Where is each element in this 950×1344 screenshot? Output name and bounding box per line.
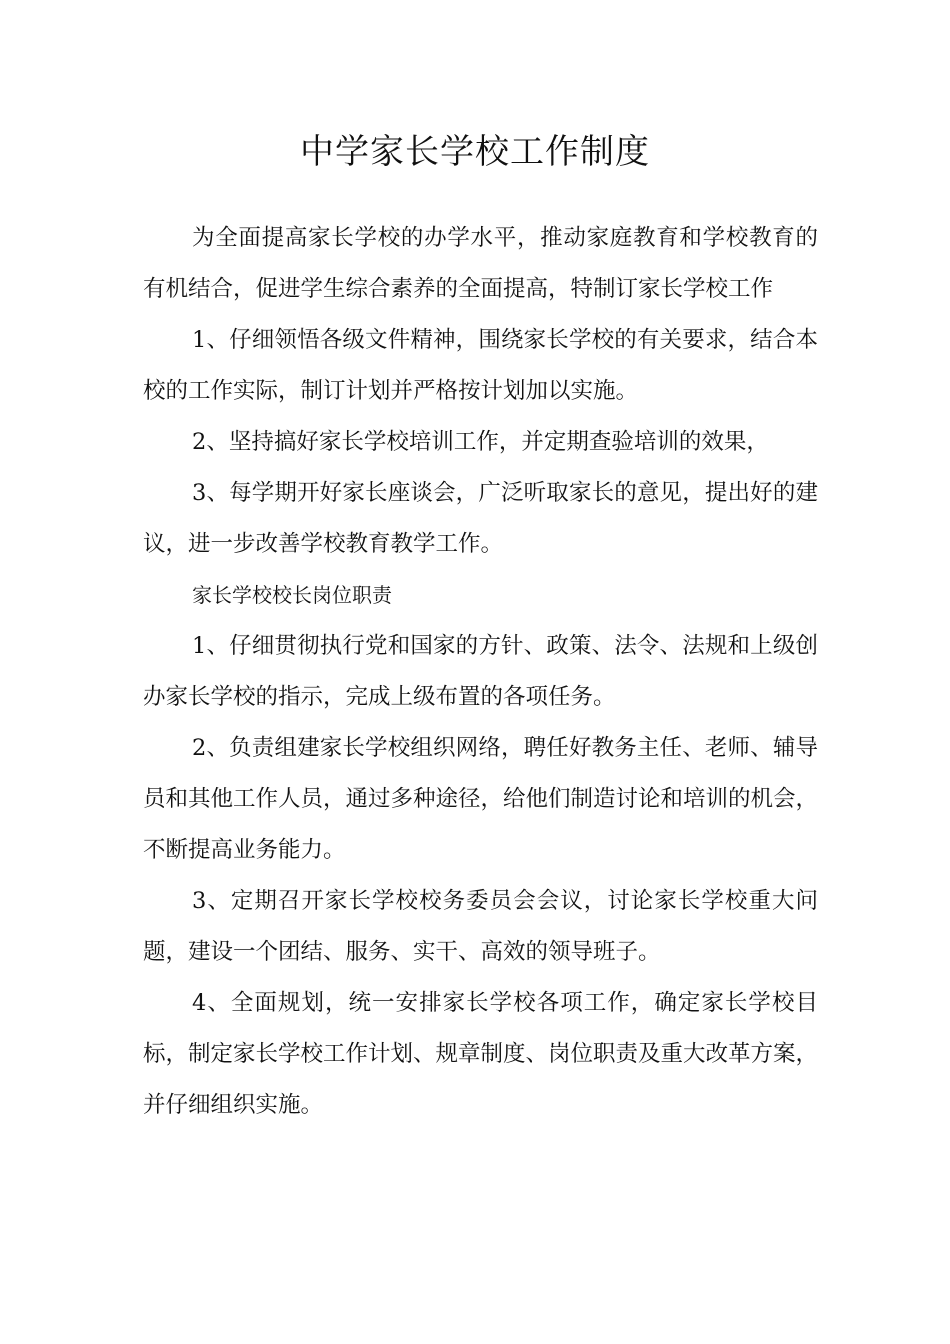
duty-item-3: 3、定期召开家长学校校务委员会会议，讨论家长学校重大问题，建设一个团结、服务、实干、高效的领导班子。 xyxy=(143,888,818,965)
rule-item-3: 3、每学期开好家长座谈会，广泛听取家长的意见，提出好的建议，进一步改善学校教育教学工作。 xyxy=(143,480,818,557)
section-heading: 家长学校校长岗位职责 xyxy=(192,583,392,607)
duty-item-4: 4、全面规划，统一安排家长学校各项工作，确定家长学校目标，制定家长学校工作计划、规章制度、岗位职责及重大改革方案，并仔细组织实施。 xyxy=(143,990,819,1118)
rule-item-1: 1、仔细领悟各级文件精神，围绕家长学校的有关要求，结合本校的工作实际，制订计划并严格按计划加以实施。 xyxy=(143,327,818,404)
duty-item-2: 2、负责组建家长学校组织网络，聘任好教务主任、老师、辅导员和其他工作人员，通过多种途径，给他们制造讨论和培训的机会，不断提高业务能力。 xyxy=(143,735,819,863)
rule-item-2: 2、坚持搞好家长学校培训工作，并定期查验培训的效果， xyxy=(192,429,769,455)
document-body xyxy=(143,213,818,1131)
intro-paragraph: 为全面提高家长学校的办学水平，推动家庭教育和学校教育的有机结合，促进学生综合素养的全面提高，特制订家长学校工作 xyxy=(143,225,818,302)
document-title: 中学家长学校工作制度 xyxy=(300,132,650,172)
duty-item-1: 1、仔细贯彻执行党和国家的方针、政策、法令、法规和上级创办家长学校的指示，完成上级布置的各项任务。 xyxy=(143,633,818,710)
